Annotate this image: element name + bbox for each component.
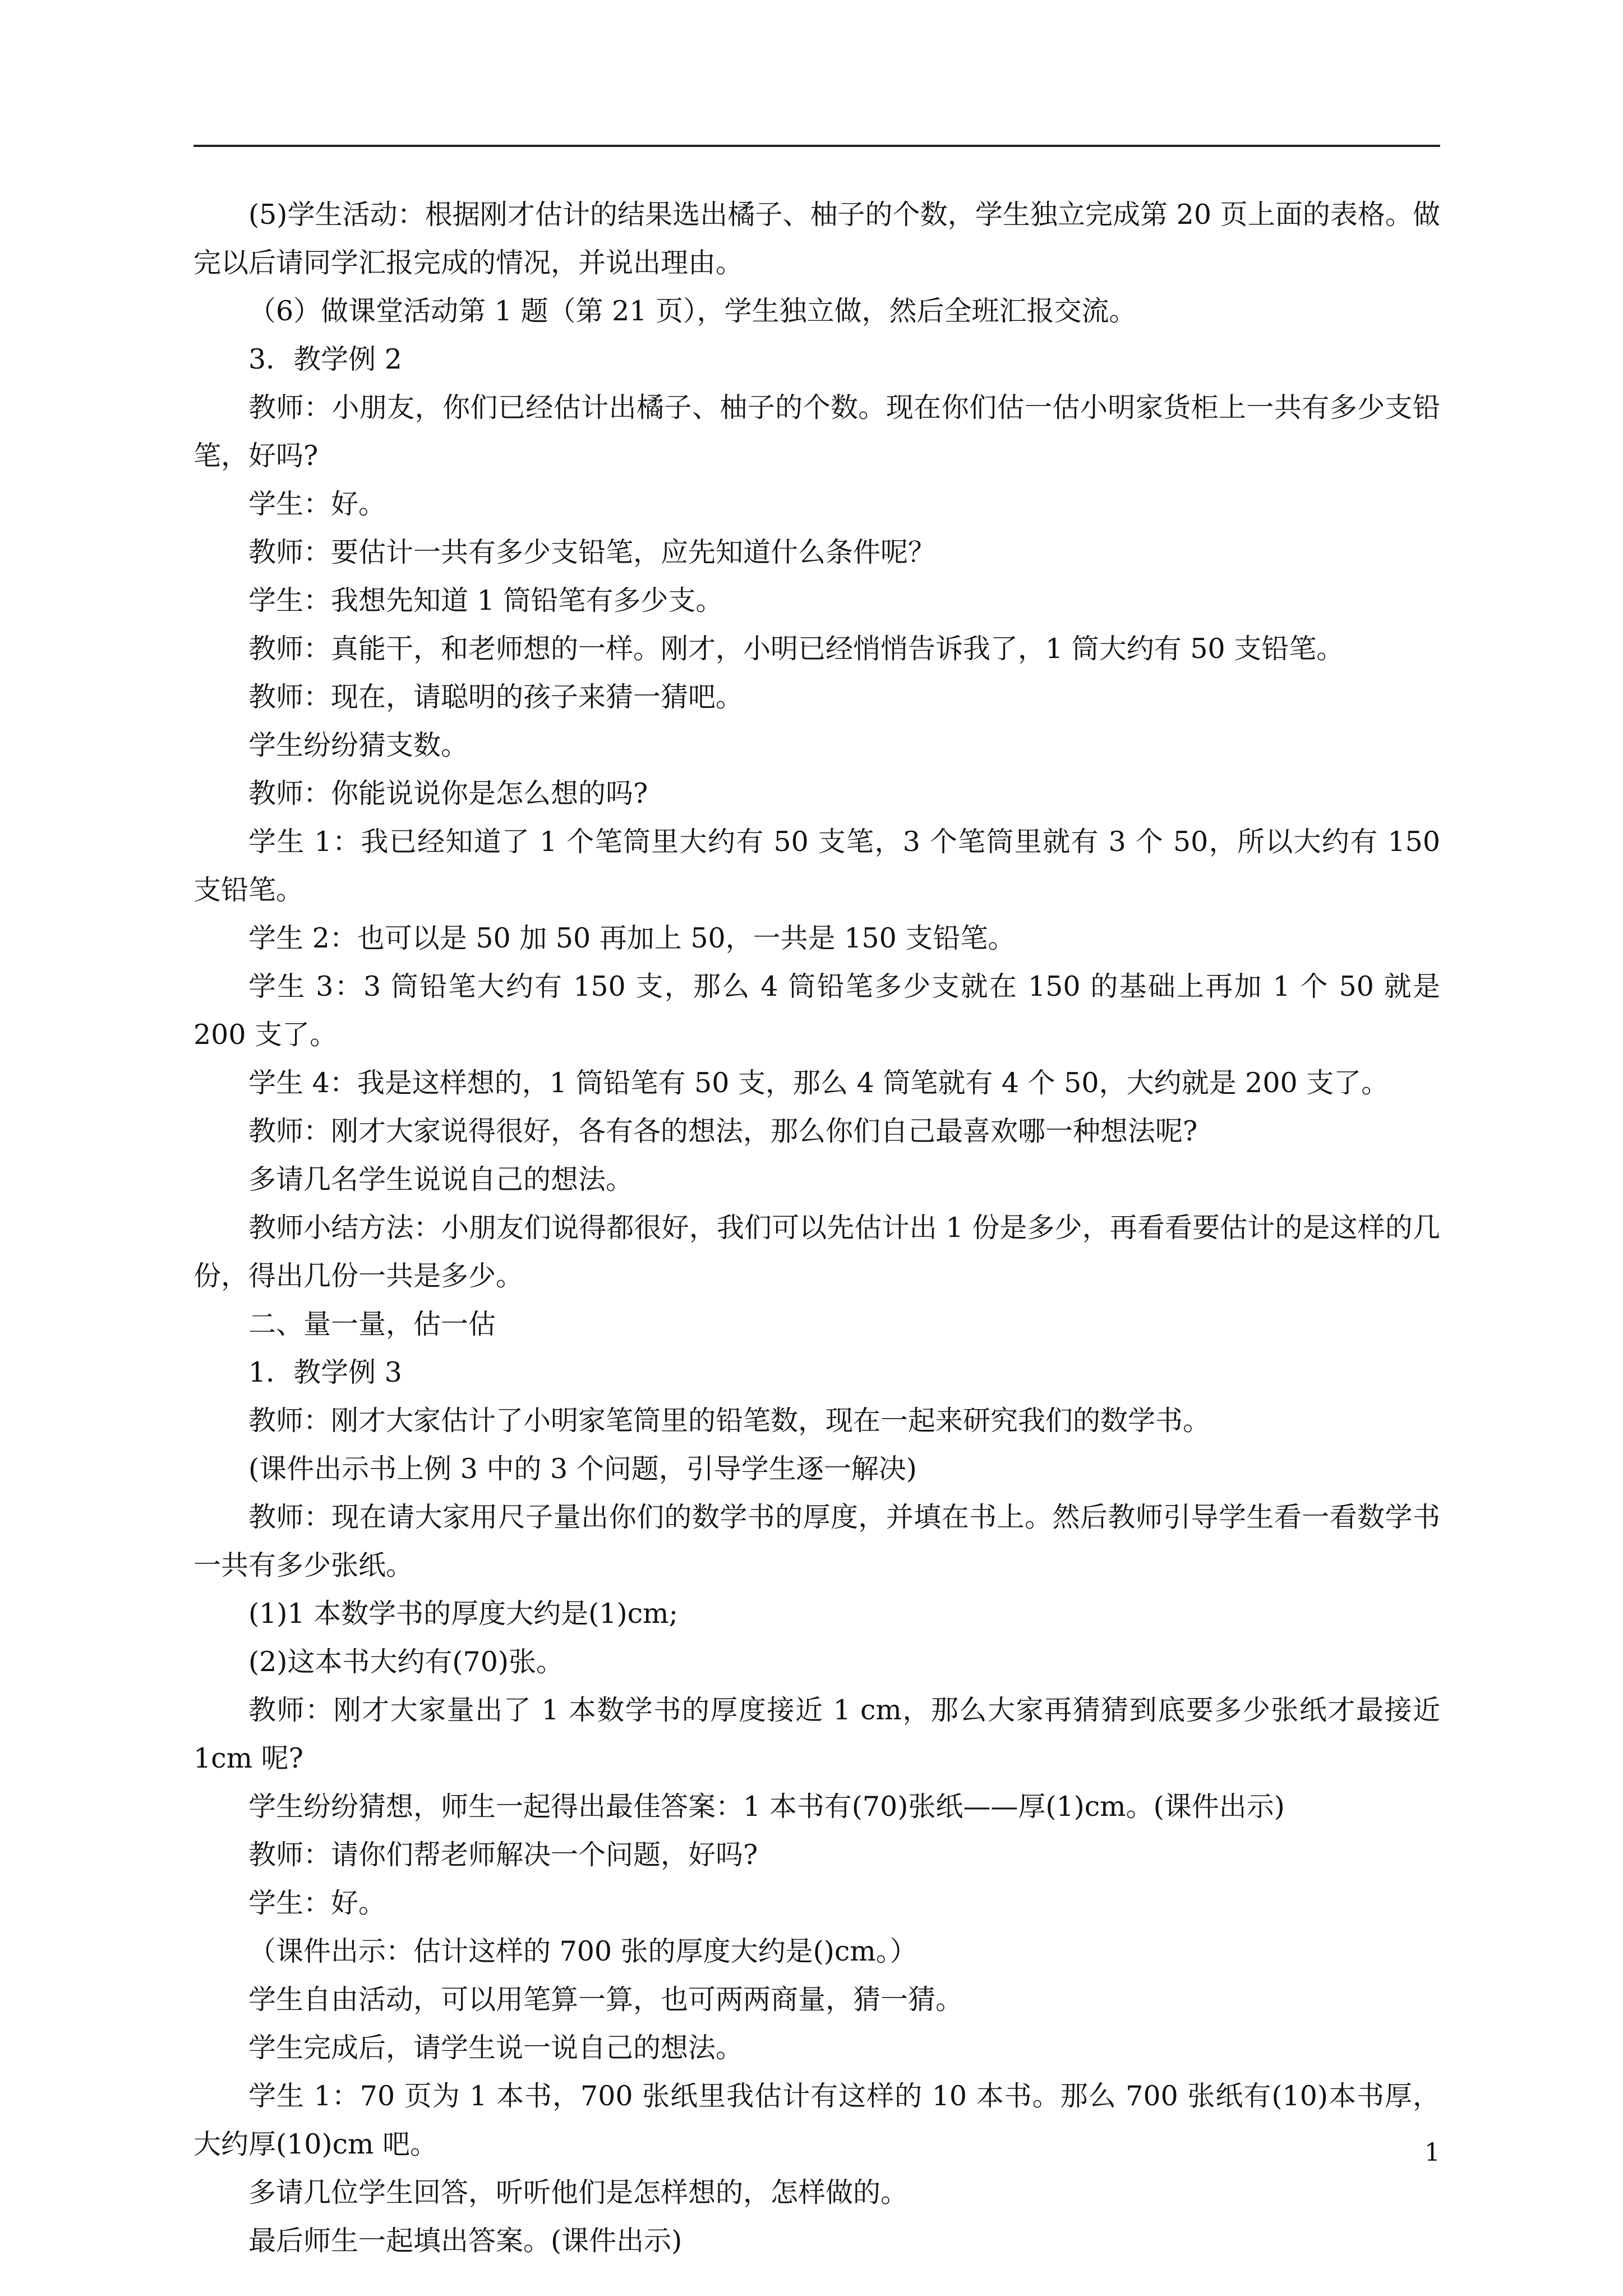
paragraph: （6）做课堂活动第 1 题（第 21 页），学生独立做，然后全班汇报交流。 (248, 295, 1137, 327)
paragraph: 教师：刚才大家说得很好，各有各的想法，那么你们自己最喜欢哪一种想法呢? (248, 1115, 1198, 1147)
paragraph: 教师小结方法：小朋友们说得都很好，我们可以先估计出 1 份是多少，再看看要估计的是这样的几份，得出几份一共是多少。 (193, 1212, 1440, 1292)
paragraph: (2)这本书大约有(70)张。 (248, 1646, 564, 1678)
paragraph: 教师：真能干，和老师想的一样。刚才，小明已经悄悄告诉我了，1 筒大约有 50 支铅笔。 (248, 633, 1344, 665)
paragraph: （课件出示：估计这样的 700 张的厚度大约是()cm。） (248, 1935, 917, 1967)
paragraph: 学生纷纷猜支数。 (248, 729, 469, 761)
paragraph: (1)1 本数学书的厚度大约是(1)cm; (248, 1598, 678, 1630)
paragraph: 教师：刚才大家估计了小明家笔筒里的铅笔数，现在一起来研究我们的数学书。 (248, 1405, 1211, 1437)
paragraph: 学生纷纷猜想，师生一起得出最佳答案：1 本书有(70)张纸——厚(1)cm。(课件出示) (248, 1791, 1285, 1823)
paragraph: 教师：现在请大家用尺子量出你们的数学书的厚度，并填在书上。然后教师引导学生看一看数学书一共有多少张纸。 (193, 1501, 1440, 1581)
paragraph: 教师：刚才大家量出了 1 本数学书的厚度接近 1 cm，那么大家再猜猜到底要多少张纸才最接近 1cm 呢? (193, 1694, 1440, 1774)
page-number: 1 (1424, 2138, 1440, 2167)
paragraph: 教师：你能说说你是怎么想的吗? (248, 777, 648, 809)
paragraph: 教师：小朋友，你们已经估计出橘子、柚子的个数。现在你们估一估小明家货柜上一共有多少支铅笔，好吗? (193, 392, 1440, 472)
section-heading: 1．教学例 3 (248, 1356, 402, 1388)
paragraph: 学生 2：也可以是 50 加 50 再加上 50，一共是 150 支铅笔。 (248, 922, 1016, 954)
paragraph: 学生：好。 (248, 1887, 386, 1919)
paragraph: 多请几名学生说说自己的想法。 (248, 1163, 634, 1195)
paragraph: 学生完成后，请学生说一说自己的想法。 (248, 2032, 744, 2064)
section-heading: 二、量一量，估一估 (248, 1308, 496, 1340)
paragraph: 教师：现在，请聪明的孩子来猜一猜吧。 (248, 681, 744, 713)
section-heading: 3．教学例 2 (248, 343, 402, 375)
paragraph: 学生 3：3 筒铅笔大约有 150 支，那么 4 筒铅笔多少支就在 150 的基础上再加 1 个 50 就是 200 支了。 (193, 970, 1440, 1051)
header-rule (193, 145, 1440, 147)
paragraph: 教师：请你们帮老师解决一个问题，好吗? (248, 1839, 758, 1871)
paragraph: 学生：好。 (248, 488, 386, 520)
paragraph: (5)学生活动：根据刚才估计的结果选出橘子、柚子的个数，学生独立完成第 20 页上面的表格。做完以后请同学汇报完成的情况，并说出理由。 (193, 199, 1440, 279)
paragraph: 多请几位学生回答，听听他们是怎样想的，怎样做的。 (248, 2177, 909, 2208)
paragraph: 学生：我想先知道 1 筒铅笔有多少支。 (248, 585, 723, 616)
paragraph: (课件出示书上例 3 中的 3 个问题，引导学生逐一解决) (248, 1453, 917, 1485)
document-body (193, 191, 1440, 2265)
paragraph: 教师：要估计一共有多少支铅笔，应先知道什么条件呢？ (248, 536, 936, 568)
paragraph: 最后师生一起填出答案。(课件出示) (248, 2225, 683, 2257)
paragraph: 学生自由活动，可以用笔算一算，也可两两商量，猜一猜。 (248, 1984, 963, 2016)
paragraph: 学生 1：70 页为 1 本书，700 张纸里我估计有这样的 10 本书。那么 700 张纸有(10)本书厚，大约厚(10)cm 吧。 (193, 2080, 1440, 2160)
paragraph: 学生 1：我已经知道了 1 个笔筒里大约有 50 支笔，3 个笔筒里就有 3 个 50，所以大约有 150 支铅笔。 (193, 826, 1440, 906)
paragraph: 学生 4：我是这样想的，1 筒铅笔有 50 支，那么 4 筒笔就有 4 个 50，大约就是 200 支了。 (248, 1067, 1389, 1099)
